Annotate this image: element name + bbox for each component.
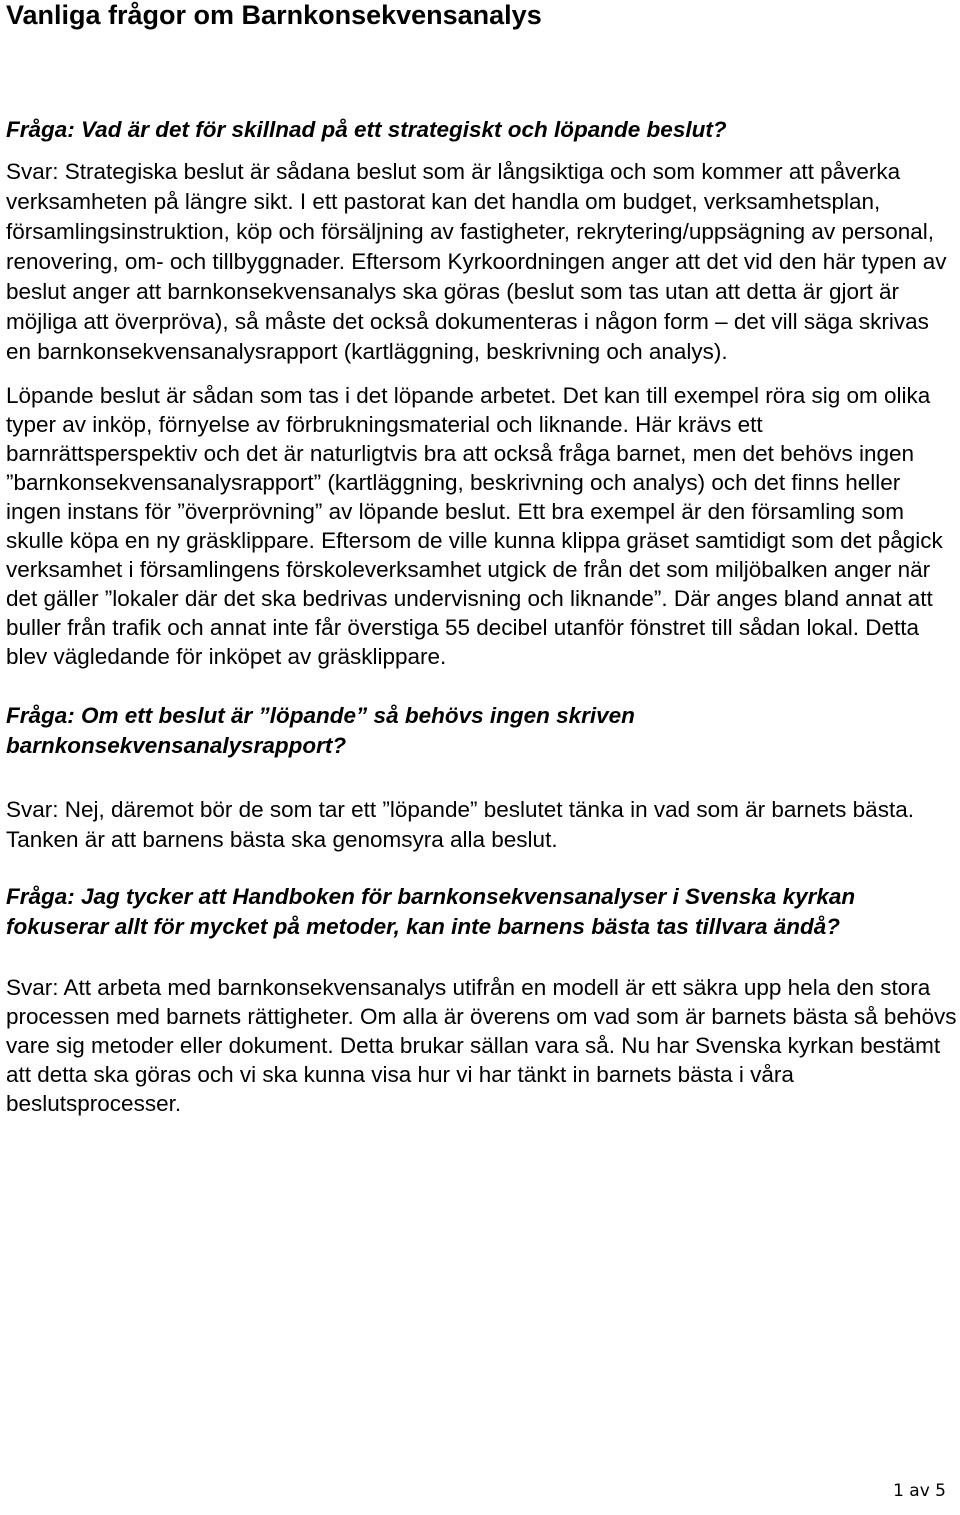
document-title: Vanliga frågor om Barnkonsekvensanalys bbox=[6, 0, 542, 30]
faq-section-2 bbox=[6, 701, 958, 855]
document-page bbox=[6, 0, 958, 1118]
faq-question-3: Fråga: Jag tycker att Handboken för barnkonsekvensanalyser i Svenska kyrkan fokuserar allt för mycket på metoder, kan inte barnens bästa tas tillvara ändå? bbox=[6, 884, 856, 939]
faq-answer-2-paragraph-1: Svar: Nej, däremot bör de som tar ett ”löpande” beslutet tänka in vad som är barnets bästa. Tanken är att barnens bästa ska genomsyra alla beslut. bbox=[6, 797, 914, 852]
faq-answer-3-paragraph-1: Svar: Att arbeta med barnkonsekvensanalys utifrån en modell är ett säkra upp hela den stora processen med barnets rättigheter. Om alla är överens om vad som är barnets bästa så behövs vare sig metoder eller dokument. Detta brukar sällan vara så. Nu har Svenska kyrkan bestämt att detta ska göras och vi ska kunna visa hur vi har tänkt in barnets bästa i våra beslutsprocesser. bbox=[6, 975, 957, 1116]
faq-answer-1-paragraph-2: Löpande beslut är sådan som tas i det löpande arbetet. Det kan till exempel röra sig om olika typer av inköp, förnyelse av förbrukningsmaterial och liknande. Här krävs ett barnrättsperspektiv och det är naturligtvis bra att också fråga barnet, men det behövs ingen ”barnkonsekvensanalysrapport” (kartläggning, beskrivning och analys) och det finns heller ingen instans för ”överprövning” av löpande beslut. Ett bra exempel är den församling som skulle köpa en ny gräsklippare. Eftersom de ville kunna klippa gräset samtidigt som det pågick verksamhet i församlingens förskoleverksamhet utgick de från det som miljöbalken anger när det gäller ”lokaler där det ska bedrivas undervisning och liknande”. Där anges bland annat att buller från trafik och annat inte får överstiga 55 decibel utanför fönstret till sådan lokal. Detta blev vägledande för inköpet av gräsklippare. bbox=[6, 383, 943, 669]
page-number: 1 av 5 bbox=[893, 1481, 946, 1501]
faq-section-1 bbox=[6, 115, 958, 671]
faq-question-1: Fråga: Vad är det för skillnad på ett strategiskt och löpande beslut? bbox=[6, 117, 727, 142]
faq-answer-1-paragraph-1: Svar: Strategiska beslut är sådana beslut som är långsiktiga och som kommer att påverka verksamheten på längre sikt. I ett pastorat kan det handla om budget, verksamhetsplan, församlingsinstruktion, köp och försäljning av fastigheter, rekrytering/uppsägning av personal, renovering, om- och tillbyggnader. Eftersom Kyrkoordningen anger att det vid den här typen av beslut anger att barnkonsekvensanalys ska göras (beslut som tas utan att detta är gjort är möjliga att överpröva), så måste det också dokumenteras i någon form – det vill säga skrivas en barnkonsekvensanalysrapport (kartläggning, beskrivning och analys). bbox=[6, 159, 947, 364]
faq-section-3 bbox=[6, 882, 958, 1118]
faq-question-2: Fråga: Om ett beslut är ”löpande” så behövs ingen skriven barnkonsekvensanalysrapport? bbox=[6, 703, 635, 758]
